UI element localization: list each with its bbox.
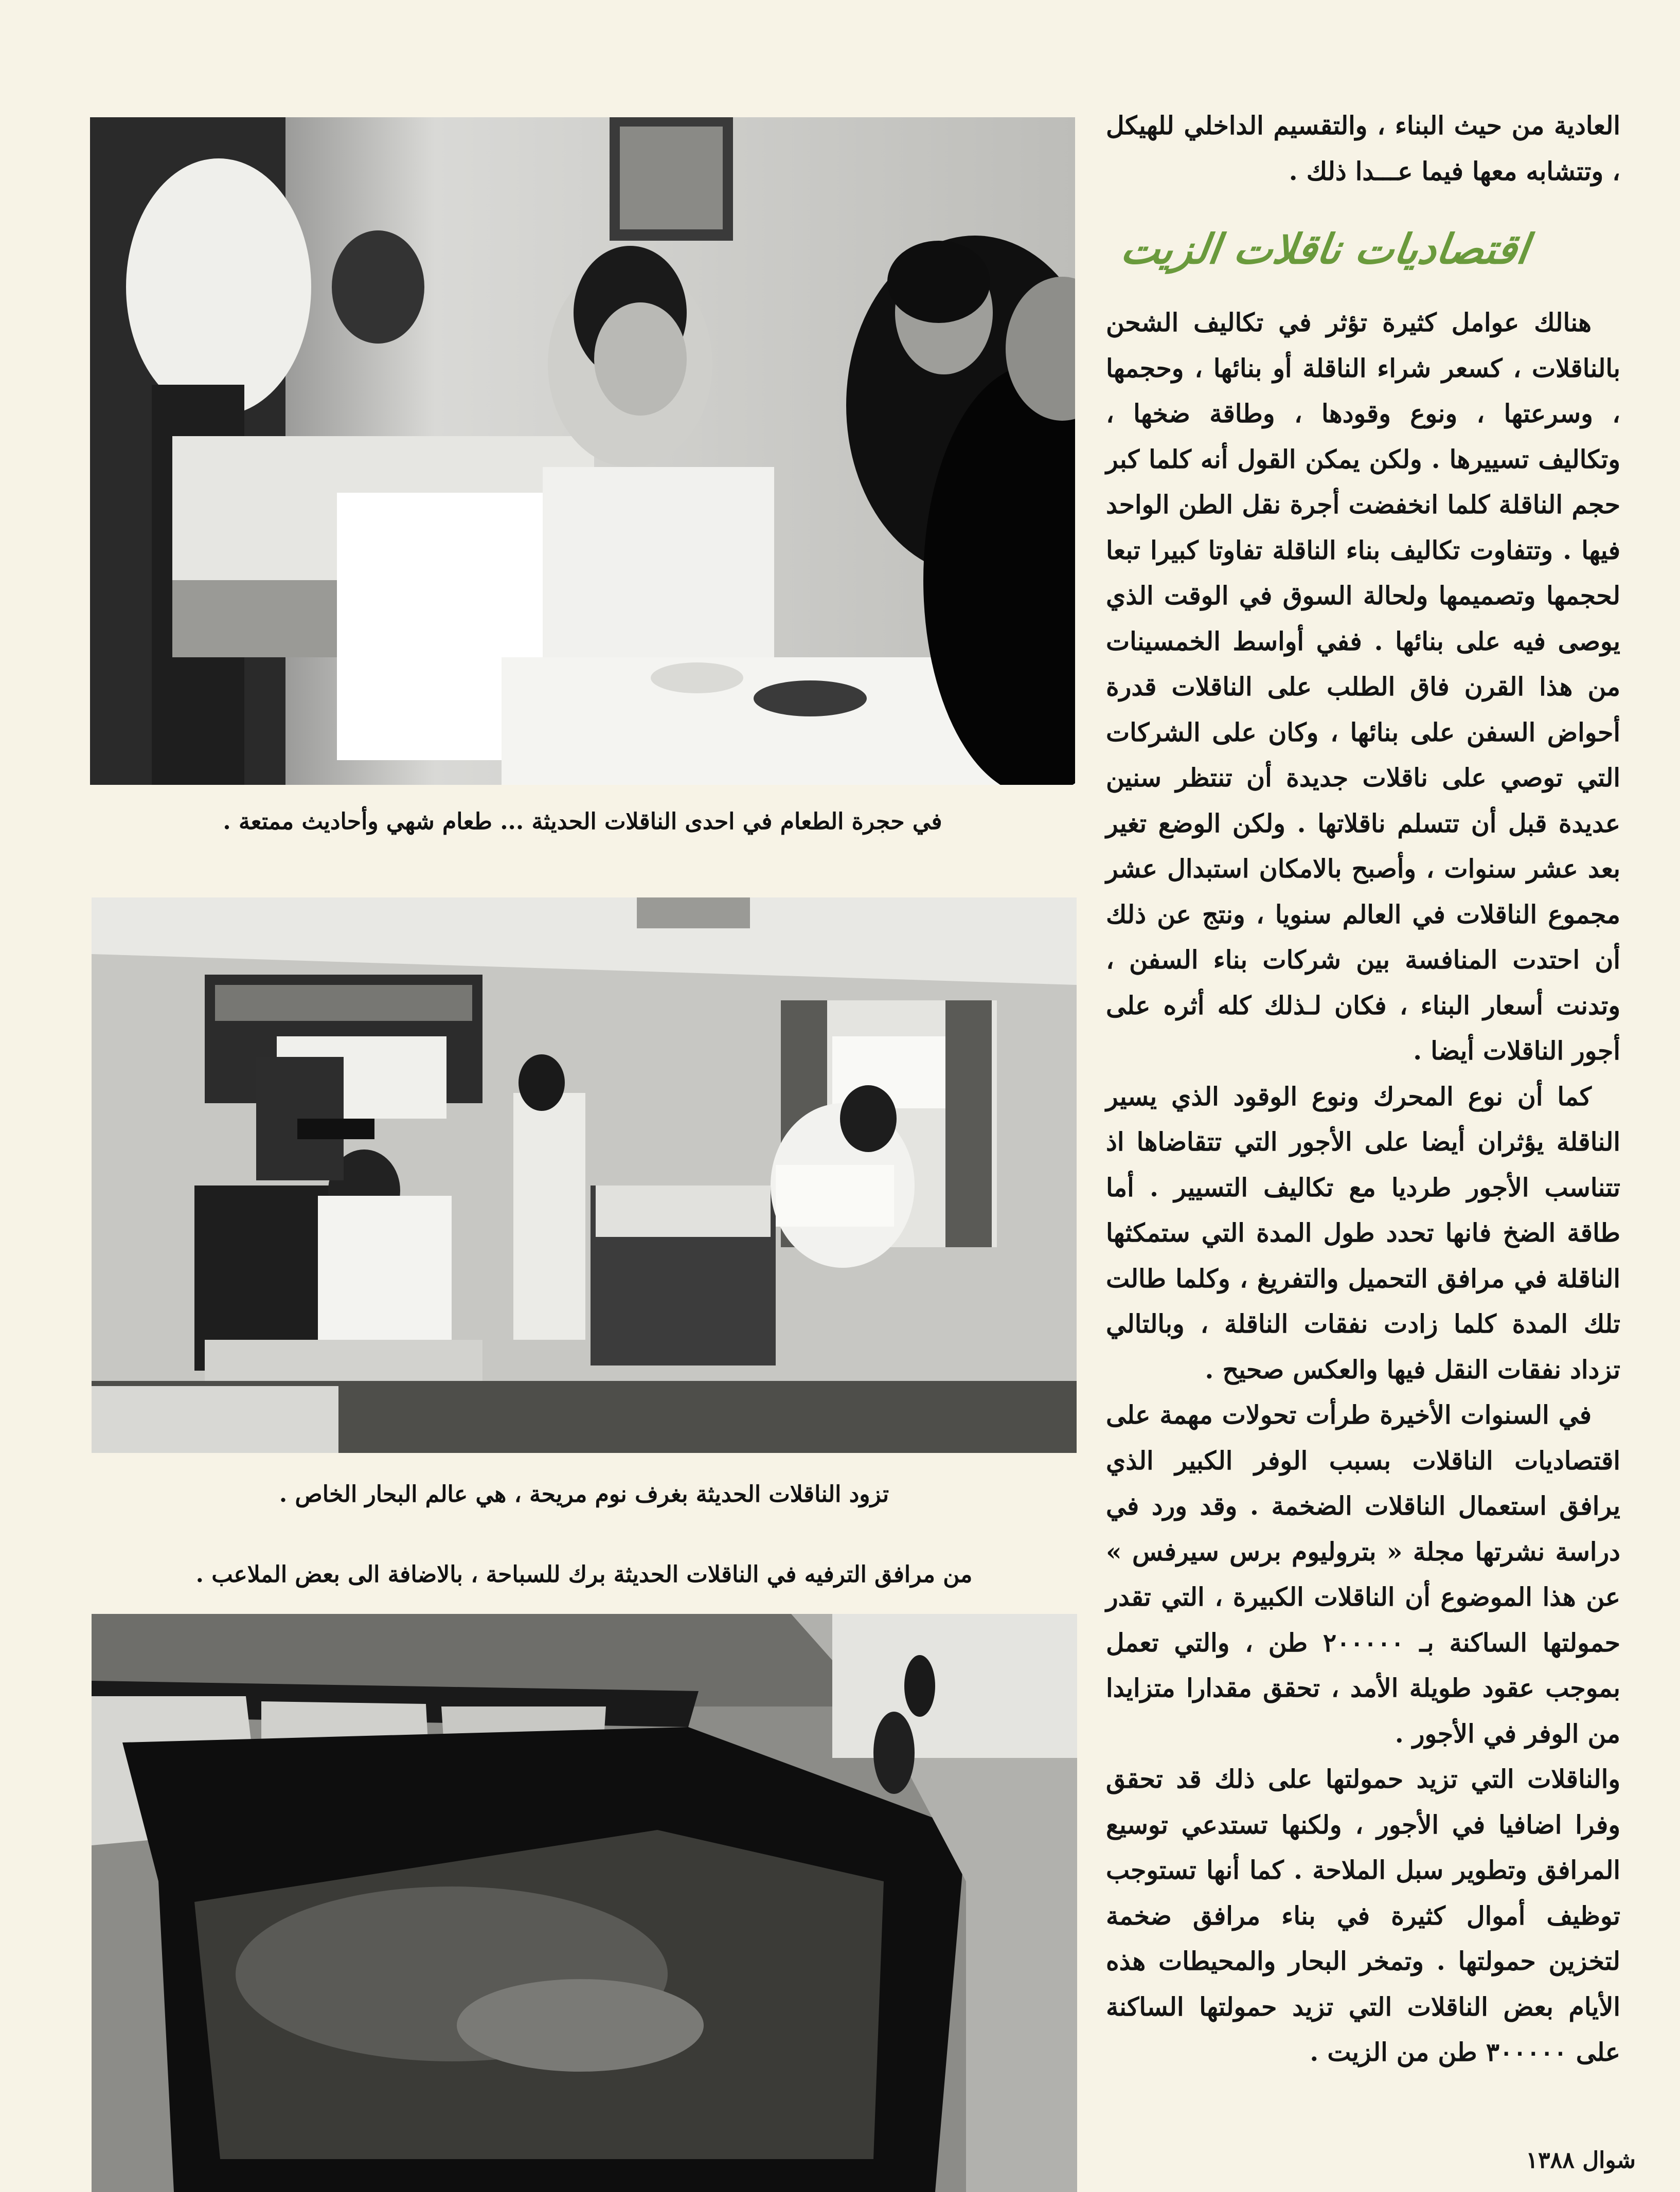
article-paragraph-1: هنالك عوامل كثيرة تؤثر في تكاليف الشحن بالناقلات ، كسعر شراء الناقلة أو بنائها ، وحجمها ، وسرعتها ، ونوع وقودها ، وطاقة ضخها ، وتكاليف تسييرها . ولكن يمكن القول أنه كلما كبر حجم الناقلة كلما انخفضت أجرة نقل الطن الواحد فيها . وتتفاوت تكاليف بناء الناقلة تفاوتا كبيرا تبعا لحجمها وتصميمها ولحالة السوق في الوقت الذي يوصى فيه على بنائها . ففي أواسط الخمسينات من هذا القرن فاق الطلب على الناقلات قدرة أحواض السفن على بنائها ، وكان على الشركات التي توصي على ناقلات جديدة أن تنتظر سنين عديدة قبل أن تتسلم ناقلاتها . ولكن الوضع تغير بعد عشر سنوات ، وأصبح بالامكان استبدال عشر مجموع الناقلات في العالم سنويا ، ونتج عن ذلك أن احتدت المنافسة بين شركات بناء السفن ، وتدنت أسعار البناء ، فكان لـذلك كله أثره على أجور الناقلات أيضا . [1106, 308, 1620, 1066]
swimming-pool-photo [92, 1614, 1077, 2192]
cabin-photo [92, 897, 1077, 1453]
article-heading-text: اقتصاديات ناقلات الزيت [1118, 225, 1532, 273]
cabin-photo-caption: تزود الناقلات الحديثة بغرف نوم مريحة ، هي عالم البحار الخاص . [279, 1481, 889, 1507]
article-heading [1106, 215, 1620, 282]
article-paragraph-2: كما أن نوع المحرك ونوع الوقود الذي يسير الناقلة يؤثران أيضا على الأجور التي تتقاضاها اذ تتناسب الأجور طرديا مع تكاليف التسيير . أما طاقة الضخ فانها تحدد طول المدة التي ستمكثها الناقلة في مرافق التحميل والتفريغ ، وكلما طالت تلك المدة كلما زادت نفقات الناقلة ، وبالتالي تزداد نفقات النقل فيها والعكس صحيح . [1106, 1081, 1620, 1385]
dining-photo-caption: في حجرة الطعام في احدى الناقلات الحديثة ... طعام شهي وأحاديث ممتعة . [223, 808, 942, 835]
article-column [1106, 103, 1621, 2067]
issue-date: شوال ١٣٨٨ [1526, 2147, 1636, 2173]
article-intro: العادية من حيث البناء ، والتقسيم الداخلي للهيكل ، وتتشابه معها فيما عـــدا ذلك . [1106, 111, 1620, 186]
dining-room-photo [90, 117, 1075, 785]
pool-photo-caption: من مرافق الترفيه في الناقلات الحديثة برك للسباحة ، بالاضافة الى بعض الملاعب . [195, 1561, 973, 1588]
article-paragraph-3: في السنوات الأخيرة طرأت تحولات مهمة على اقتصاديات الناقلات بسبب الوفر الكبير الذي يرافق استعمال الناقلات الضخمة . وقد ورد في دراسة نشرتها مجلة « بتروليوم برس سيرفس » عن هذا الموضوع أن الناقلات الكبيرة ، التي تقدر حمولتها الساكنة بـ ٢٠٠٠٠٠ طن ، والتي تعمل بموجب عقود طويلة الأمد ، تحقق مقدارا متزايدا من الوفر في الأجور . [1106, 1400, 1621, 1749]
article-paragraph-4: والناقلات التي تزيد حمولتها على ذلك قد تحقق وفرا اضافيا في الأجور ، ولكنها تستدعي توسيع المرافق وتطوير سبل الملاحة . كما أنها تستوجب توظيف أموال كثيرة في بناء مرافق ضخمة لتخزين حمولتها . وتمخر البحار والمحيطات هذه الأيام بعض الناقلات التي تزيد حمولتها الساكنة على ٣٠٠٠٠٠ طن من الزيت . [1106, 1764, 1620, 2067]
